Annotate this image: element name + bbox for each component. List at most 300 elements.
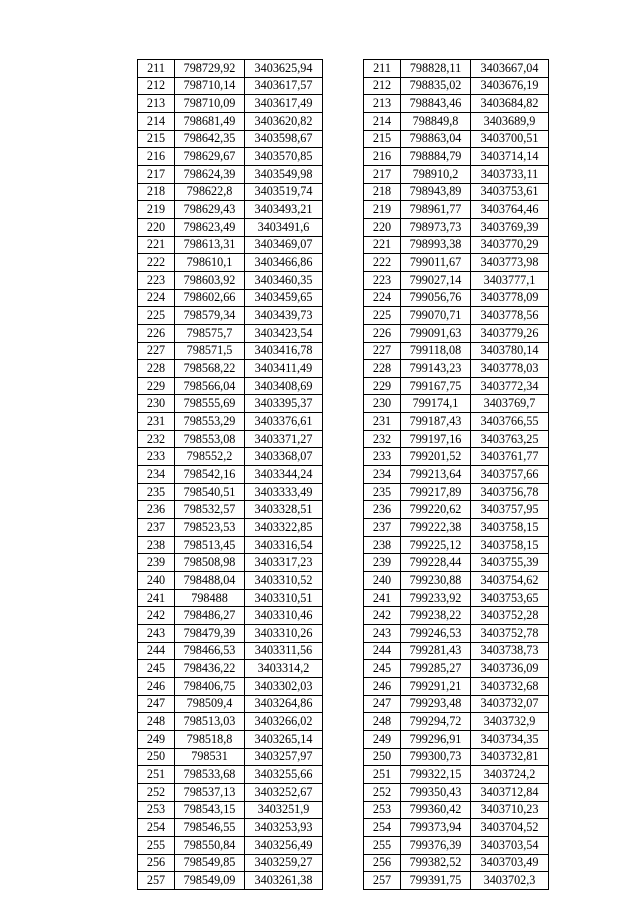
point-number-cell: 230 [364, 395, 401, 413]
y-coordinate-cell: 3403439,73 [245, 307, 323, 325]
y-coordinate-cell: 3403676,19 [471, 77, 549, 95]
x-coordinate-cell: 799293,48 [401, 695, 471, 713]
table-row [138, 430, 323, 448]
x-coordinate-cell: 798513,45 [175, 536, 245, 554]
table-row [364, 607, 549, 625]
y-coordinate-cell: 3403491,6 [245, 218, 323, 236]
y-coordinate-cell: 3403753,61 [471, 183, 549, 201]
y-coordinate-cell: 3403777,1 [471, 271, 549, 289]
y-coordinate-cell: 3403416,78 [245, 342, 323, 360]
coordinates-table-right [363, 59, 549, 890]
x-coordinate-cell: 798542,16 [175, 466, 245, 484]
table-row [364, 112, 549, 130]
table-row [138, 748, 323, 766]
point-number-cell: 227 [364, 342, 401, 360]
y-coordinate-cell: 3403625,94 [245, 60, 323, 78]
point-number-cell: 222 [364, 254, 401, 272]
y-coordinate-cell: 3403770,29 [471, 236, 549, 254]
table-row [364, 801, 549, 819]
y-coordinate-cell: 3403310,51 [245, 589, 323, 607]
x-coordinate-cell: 799220,62 [401, 501, 471, 519]
table-row [364, 360, 549, 378]
y-coordinate-cell: 3403519,74 [245, 183, 323, 201]
table-row [364, 307, 549, 325]
y-coordinate-cell: 3403620,82 [245, 112, 323, 130]
x-coordinate-cell: 799118,08 [401, 342, 471, 360]
y-coordinate-cell: 3403732,81 [471, 748, 549, 766]
table-row [364, 589, 549, 607]
table-row [364, 713, 549, 731]
table-row [364, 60, 549, 78]
x-coordinate-cell: 798546,55 [175, 819, 245, 837]
x-coordinate-cell: 798579,34 [175, 307, 245, 325]
table-row [138, 201, 323, 219]
table-row [138, 77, 323, 95]
point-number-cell: 219 [364, 201, 401, 219]
x-coordinate-cell: 798884,79 [401, 148, 471, 166]
x-coordinate-cell: 798550,84 [175, 836, 245, 854]
y-coordinate-cell: 3403459,65 [245, 289, 323, 307]
x-coordinate-cell: 798568,22 [175, 360, 245, 378]
y-coordinate-cell: 3403757,95 [471, 501, 549, 519]
x-coordinate-cell: 798540,51 [175, 483, 245, 501]
point-number-cell: 253 [138, 801, 175, 819]
table-row [364, 413, 549, 431]
x-coordinate-cell: 798436,22 [175, 660, 245, 678]
point-number-cell: 215 [138, 130, 175, 148]
x-coordinate-cell: 799230,88 [401, 572, 471, 590]
point-number-cell: 225 [138, 307, 175, 325]
y-coordinate-cell: 3403732,07 [471, 695, 549, 713]
x-coordinate-cell: 798624,39 [175, 165, 245, 183]
table-row [364, 730, 549, 748]
table-row [364, 395, 549, 413]
table-row [138, 625, 323, 643]
table-row [364, 536, 549, 554]
point-number-cell: 257 [364, 872, 401, 890]
y-coordinate-cell: 3403317,23 [245, 554, 323, 572]
y-coordinate-cell: 3403408,69 [245, 377, 323, 395]
point-number-cell: 239 [138, 554, 175, 572]
table-row [138, 519, 323, 537]
y-coordinate-cell: 3403314,2 [245, 660, 323, 678]
x-coordinate-cell: 799376,39 [401, 836, 471, 854]
y-coordinate-cell: 3403423,54 [245, 324, 323, 342]
point-number-cell: 232 [138, 430, 175, 448]
y-coordinate-cell: 3403310,52 [245, 572, 323, 590]
table-row [138, 413, 323, 431]
point-number-cell: 214 [364, 112, 401, 130]
y-coordinate-cell: 3403764,46 [471, 201, 549, 219]
table-row [138, 872, 323, 890]
point-number-cell: 254 [364, 819, 401, 837]
table-row [364, 148, 549, 166]
x-coordinate-cell: 798729,92 [175, 60, 245, 78]
point-number-cell: 239 [364, 554, 401, 572]
point-number-cell: 234 [364, 466, 401, 484]
point-number-cell: 211 [138, 60, 175, 78]
table-row [138, 254, 323, 272]
table-row [364, 572, 549, 590]
table-row [364, 218, 549, 236]
table-row [364, 324, 549, 342]
table-row [138, 218, 323, 236]
x-coordinate-cell: 798849,8 [401, 112, 471, 130]
point-number-cell: 213 [138, 95, 175, 113]
x-coordinate-cell: 799360,42 [401, 801, 471, 819]
y-coordinate-cell: 3403778,03 [471, 360, 549, 378]
point-number-cell: 241 [364, 589, 401, 607]
point-number-cell: 240 [138, 572, 175, 590]
x-coordinate-cell: 798622,8 [175, 183, 245, 201]
x-coordinate-cell: 798488,04 [175, 572, 245, 590]
point-number-cell: 221 [364, 236, 401, 254]
y-coordinate-cell: 3403761,77 [471, 448, 549, 466]
y-coordinate-cell: 3403756,78 [471, 483, 549, 501]
y-coordinate-cell: 3403704,52 [471, 819, 549, 837]
y-coordinate-cell: 3403738,73 [471, 642, 549, 660]
y-coordinate-cell: 3403617,49 [245, 95, 323, 113]
y-coordinate-cell: 3403570,85 [245, 148, 323, 166]
y-coordinate-cell: 3403752,78 [471, 625, 549, 643]
x-coordinate-cell: 798603,92 [175, 271, 245, 289]
table-row [364, 271, 549, 289]
y-coordinate-cell: 3403310,26 [245, 625, 323, 643]
table-row [138, 730, 323, 748]
y-coordinate-cell: 3403253,93 [245, 819, 323, 837]
x-coordinate-cell: 799281,43 [401, 642, 471, 660]
point-number-cell: 237 [138, 519, 175, 537]
x-coordinate-cell: 798910,2 [401, 165, 471, 183]
x-coordinate-cell: 799350,43 [401, 783, 471, 801]
y-coordinate-cell: 3403251,9 [245, 801, 323, 819]
table-row [138, 324, 323, 342]
y-coordinate-cell: 3403265,14 [245, 730, 323, 748]
x-coordinate-cell: 798629,67 [175, 148, 245, 166]
point-number-cell: 229 [138, 377, 175, 395]
point-number-cell: 255 [138, 836, 175, 854]
point-number-cell: 240 [364, 572, 401, 590]
x-coordinate-cell: 799222,38 [401, 519, 471, 537]
point-number-cell: 235 [364, 483, 401, 501]
x-coordinate-cell: 799201,52 [401, 448, 471, 466]
y-coordinate-cell: 3403311,56 [245, 642, 323, 660]
table-row [364, 854, 549, 872]
x-coordinate-cell: 799217,89 [401, 483, 471, 501]
point-number-cell: 213 [364, 95, 401, 113]
y-coordinate-cell: 3403779,26 [471, 324, 549, 342]
point-number-cell: 238 [364, 536, 401, 554]
table-row [364, 783, 549, 801]
x-coordinate-cell: 798642,35 [175, 130, 245, 148]
table-row [364, 501, 549, 519]
y-coordinate-cell: 3403736,09 [471, 660, 549, 678]
x-coordinate-cell: 798710,09 [175, 95, 245, 113]
table-row [138, 660, 323, 678]
point-number-cell: 251 [364, 766, 401, 784]
y-coordinate-cell: 3403259,27 [245, 854, 323, 872]
table-row [138, 112, 323, 130]
point-number-cell: 217 [138, 165, 175, 183]
x-coordinate-cell: 798681,49 [175, 112, 245, 130]
table-row [138, 148, 323, 166]
y-coordinate-cell: 3403700,51 [471, 130, 549, 148]
x-coordinate-cell: 798973,73 [401, 218, 471, 236]
y-coordinate-cell: 3403732,9 [471, 713, 549, 731]
point-number-cell: 221 [138, 236, 175, 254]
table-row [364, 201, 549, 219]
x-coordinate-cell: 798532,57 [175, 501, 245, 519]
x-coordinate-cell: 798993,38 [401, 236, 471, 254]
point-number-cell: 250 [138, 748, 175, 766]
y-coordinate-cell: 3403252,67 [245, 783, 323, 801]
point-number-cell: 234 [138, 466, 175, 484]
y-coordinate-cell: 3403310,46 [245, 607, 323, 625]
table-row [138, 448, 323, 466]
point-number-cell: 236 [138, 501, 175, 519]
table-row [364, 466, 549, 484]
x-coordinate-cell: 798406,75 [175, 677, 245, 695]
y-coordinate-cell: 3403703,54 [471, 836, 549, 854]
table-row [138, 713, 323, 731]
x-coordinate-cell: 799233,92 [401, 589, 471, 607]
x-coordinate-cell: 799291,21 [401, 677, 471, 695]
point-number-cell: 229 [364, 377, 401, 395]
table-row [138, 183, 323, 201]
x-coordinate-cell: 798523,53 [175, 519, 245, 537]
table-row [364, 448, 549, 466]
x-coordinate-cell: 799285,27 [401, 660, 471, 678]
y-coordinate-cell: 3403714,14 [471, 148, 549, 166]
table-row [138, 307, 323, 325]
x-coordinate-cell: 798508,98 [175, 554, 245, 572]
x-coordinate-cell: 799197,16 [401, 430, 471, 448]
x-coordinate-cell: 798610,1 [175, 254, 245, 272]
x-coordinate-cell: 798549,85 [175, 854, 245, 872]
y-coordinate-cell: 3403754,62 [471, 572, 549, 590]
table-row [138, 60, 323, 78]
x-coordinate-cell: 798553,08 [175, 430, 245, 448]
y-coordinate-cell: 3403371,27 [245, 430, 323, 448]
table-row [138, 165, 323, 183]
x-coordinate-cell: 798553,29 [175, 413, 245, 431]
x-coordinate-cell: 798486,27 [175, 607, 245, 625]
y-coordinate-cell: 3403724,2 [471, 766, 549, 784]
table-row [138, 783, 323, 801]
point-number-cell: 232 [364, 430, 401, 448]
point-number-cell: 231 [138, 413, 175, 431]
y-coordinate-cell: 3403769,7 [471, 395, 549, 413]
table-row [138, 501, 323, 519]
table-row [364, 660, 549, 678]
table-row [364, 236, 549, 254]
x-coordinate-cell: 799143,23 [401, 360, 471, 378]
y-coordinate-cell: 3403264,86 [245, 695, 323, 713]
x-coordinate-cell: 799174,1 [401, 395, 471, 413]
point-number-cell: 225 [364, 307, 401, 325]
y-coordinate-cell: 3403769,39 [471, 218, 549, 236]
point-number-cell: 222 [138, 254, 175, 272]
x-coordinate-cell: 798518,8 [175, 730, 245, 748]
y-coordinate-cell: 3403758,15 [471, 536, 549, 554]
table-row [138, 766, 323, 784]
y-coordinate-cell: 3403368,07 [245, 448, 323, 466]
y-coordinate-cell: 3403773,98 [471, 254, 549, 272]
table-row [138, 554, 323, 572]
point-number-cell: 217 [364, 165, 401, 183]
table-row [138, 589, 323, 607]
y-coordinate-cell: 3403684,82 [471, 95, 549, 113]
x-coordinate-cell: 799391,75 [401, 872, 471, 890]
y-coordinate-cell: 3403257,97 [245, 748, 323, 766]
y-coordinate-cell: 3403778,56 [471, 307, 549, 325]
point-number-cell: 244 [364, 642, 401, 660]
x-coordinate-cell: 799296,91 [401, 730, 471, 748]
x-coordinate-cell: 798537,13 [175, 783, 245, 801]
point-number-cell: 235 [138, 483, 175, 501]
point-number-cell: 251 [138, 766, 175, 784]
x-coordinate-cell: 798571,5 [175, 342, 245, 360]
table-row [364, 695, 549, 713]
y-coordinate-cell: 3403322,85 [245, 519, 323, 537]
table-row [138, 289, 323, 307]
table-row [138, 572, 323, 590]
y-coordinate-cell: 3403752,28 [471, 607, 549, 625]
point-number-cell: 226 [364, 324, 401, 342]
x-coordinate-cell: 798488 [175, 589, 245, 607]
y-coordinate-cell: 3403466,86 [245, 254, 323, 272]
point-number-cell: 246 [364, 677, 401, 695]
point-number-cell: 243 [364, 625, 401, 643]
x-coordinate-cell: 798602,66 [175, 289, 245, 307]
y-coordinate-cell: 3403780,14 [471, 342, 549, 360]
x-coordinate-cell: 799382,52 [401, 854, 471, 872]
table-row [138, 607, 323, 625]
y-coordinate-cell: 3403753,65 [471, 589, 549, 607]
x-coordinate-cell: 798509,4 [175, 695, 245, 713]
y-coordinate-cell: 3403266,02 [245, 713, 323, 731]
point-number-cell: 226 [138, 324, 175, 342]
table-row [364, 642, 549, 660]
y-coordinate-cell: 3403460,35 [245, 271, 323, 289]
y-coordinate-cell: 3403493,21 [245, 201, 323, 219]
y-coordinate-cell: 3403598,67 [245, 130, 323, 148]
x-coordinate-cell: 799238,22 [401, 607, 471, 625]
table-row [138, 695, 323, 713]
point-number-cell: 227 [138, 342, 175, 360]
point-number-cell: 242 [138, 607, 175, 625]
x-coordinate-cell: 798479,39 [175, 625, 245, 643]
table-row [364, 819, 549, 837]
point-number-cell: 249 [364, 730, 401, 748]
x-coordinate-cell: 798961,77 [401, 201, 471, 219]
table-row [138, 360, 323, 378]
x-coordinate-cell: 798835,02 [401, 77, 471, 95]
x-coordinate-cell: 799213,64 [401, 466, 471, 484]
y-coordinate-cell: 3403689,9 [471, 112, 549, 130]
y-coordinate-cell: 3403255,66 [245, 766, 323, 784]
point-number-cell: 244 [138, 642, 175, 660]
x-coordinate-cell: 798629,43 [175, 201, 245, 219]
point-number-cell: 242 [364, 607, 401, 625]
x-coordinate-cell: 798566,04 [175, 377, 245, 395]
x-coordinate-cell: 798533,68 [175, 766, 245, 784]
y-coordinate-cell: 3403333,49 [245, 483, 323, 501]
y-coordinate-cell: 3403733,11 [471, 165, 549, 183]
table-row [138, 854, 323, 872]
y-coordinate-cell: 3403772,34 [471, 377, 549, 395]
table-row [364, 766, 549, 784]
y-coordinate-cell: 3403710,23 [471, 801, 549, 819]
table-row [364, 289, 549, 307]
x-coordinate-cell: 798710,14 [175, 77, 245, 95]
table-row [138, 836, 323, 854]
x-coordinate-cell: 799322,15 [401, 766, 471, 784]
table-row [364, 130, 549, 148]
point-number-cell: 257 [138, 872, 175, 890]
y-coordinate-cell: 3403703,49 [471, 854, 549, 872]
table-row [138, 271, 323, 289]
table-row [364, 165, 549, 183]
point-number-cell: 246 [138, 677, 175, 695]
y-coordinate-cell: 3403261,38 [245, 872, 323, 890]
point-number-cell: 236 [364, 501, 401, 519]
x-coordinate-cell: 798513,03 [175, 713, 245, 731]
point-number-cell: 256 [364, 854, 401, 872]
point-number-cell: 233 [138, 448, 175, 466]
point-number-cell: 247 [138, 695, 175, 713]
point-number-cell: 223 [364, 271, 401, 289]
x-coordinate-cell: 799091,63 [401, 324, 471, 342]
x-coordinate-cell: 799228,44 [401, 554, 471, 572]
y-coordinate-cell: 3403757,66 [471, 466, 549, 484]
point-number-cell: 248 [138, 713, 175, 731]
point-number-cell: 241 [138, 589, 175, 607]
point-number-cell: 212 [364, 77, 401, 95]
x-coordinate-cell: 799167,75 [401, 377, 471, 395]
y-coordinate-cell: 3403766,55 [471, 413, 549, 431]
table-row [138, 236, 323, 254]
point-number-cell: 218 [138, 183, 175, 201]
point-number-cell: 247 [364, 695, 401, 713]
x-coordinate-cell: 798552,2 [175, 448, 245, 466]
x-coordinate-cell: 799300,73 [401, 748, 471, 766]
y-coordinate-cell: 3403778,09 [471, 289, 549, 307]
table-row [364, 77, 549, 95]
table-row [138, 342, 323, 360]
x-coordinate-cell: 799011,67 [401, 254, 471, 272]
x-coordinate-cell: 798623,49 [175, 218, 245, 236]
y-coordinate-cell: 3403328,51 [245, 501, 323, 519]
y-coordinate-cell: 3403469,07 [245, 236, 323, 254]
point-number-cell: 233 [364, 448, 401, 466]
x-coordinate-cell: 799246,53 [401, 625, 471, 643]
point-number-cell: 215 [364, 130, 401, 148]
x-coordinate-cell: 799225,12 [401, 536, 471, 554]
x-coordinate-cell: 799027,14 [401, 271, 471, 289]
y-coordinate-cell: 3403411,49 [245, 360, 323, 378]
point-number-cell: 238 [138, 536, 175, 554]
table-row [138, 466, 323, 484]
table-row [364, 625, 549, 643]
table-row [138, 95, 323, 113]
y-coordinate-cell: 3403667,04 [471, 60, 549, 78]
point-number-cell: 212 [138, 77, 175, 95]
table-row [138, 130, 323, 148]
x-coordinate-cell: 798575,7 [175, 324, 245, 342]
point-number-cell: 214 [138, 112, 175, 130]
x-coordinate-cell: 798466,53 [175, 642, 245, 660]
